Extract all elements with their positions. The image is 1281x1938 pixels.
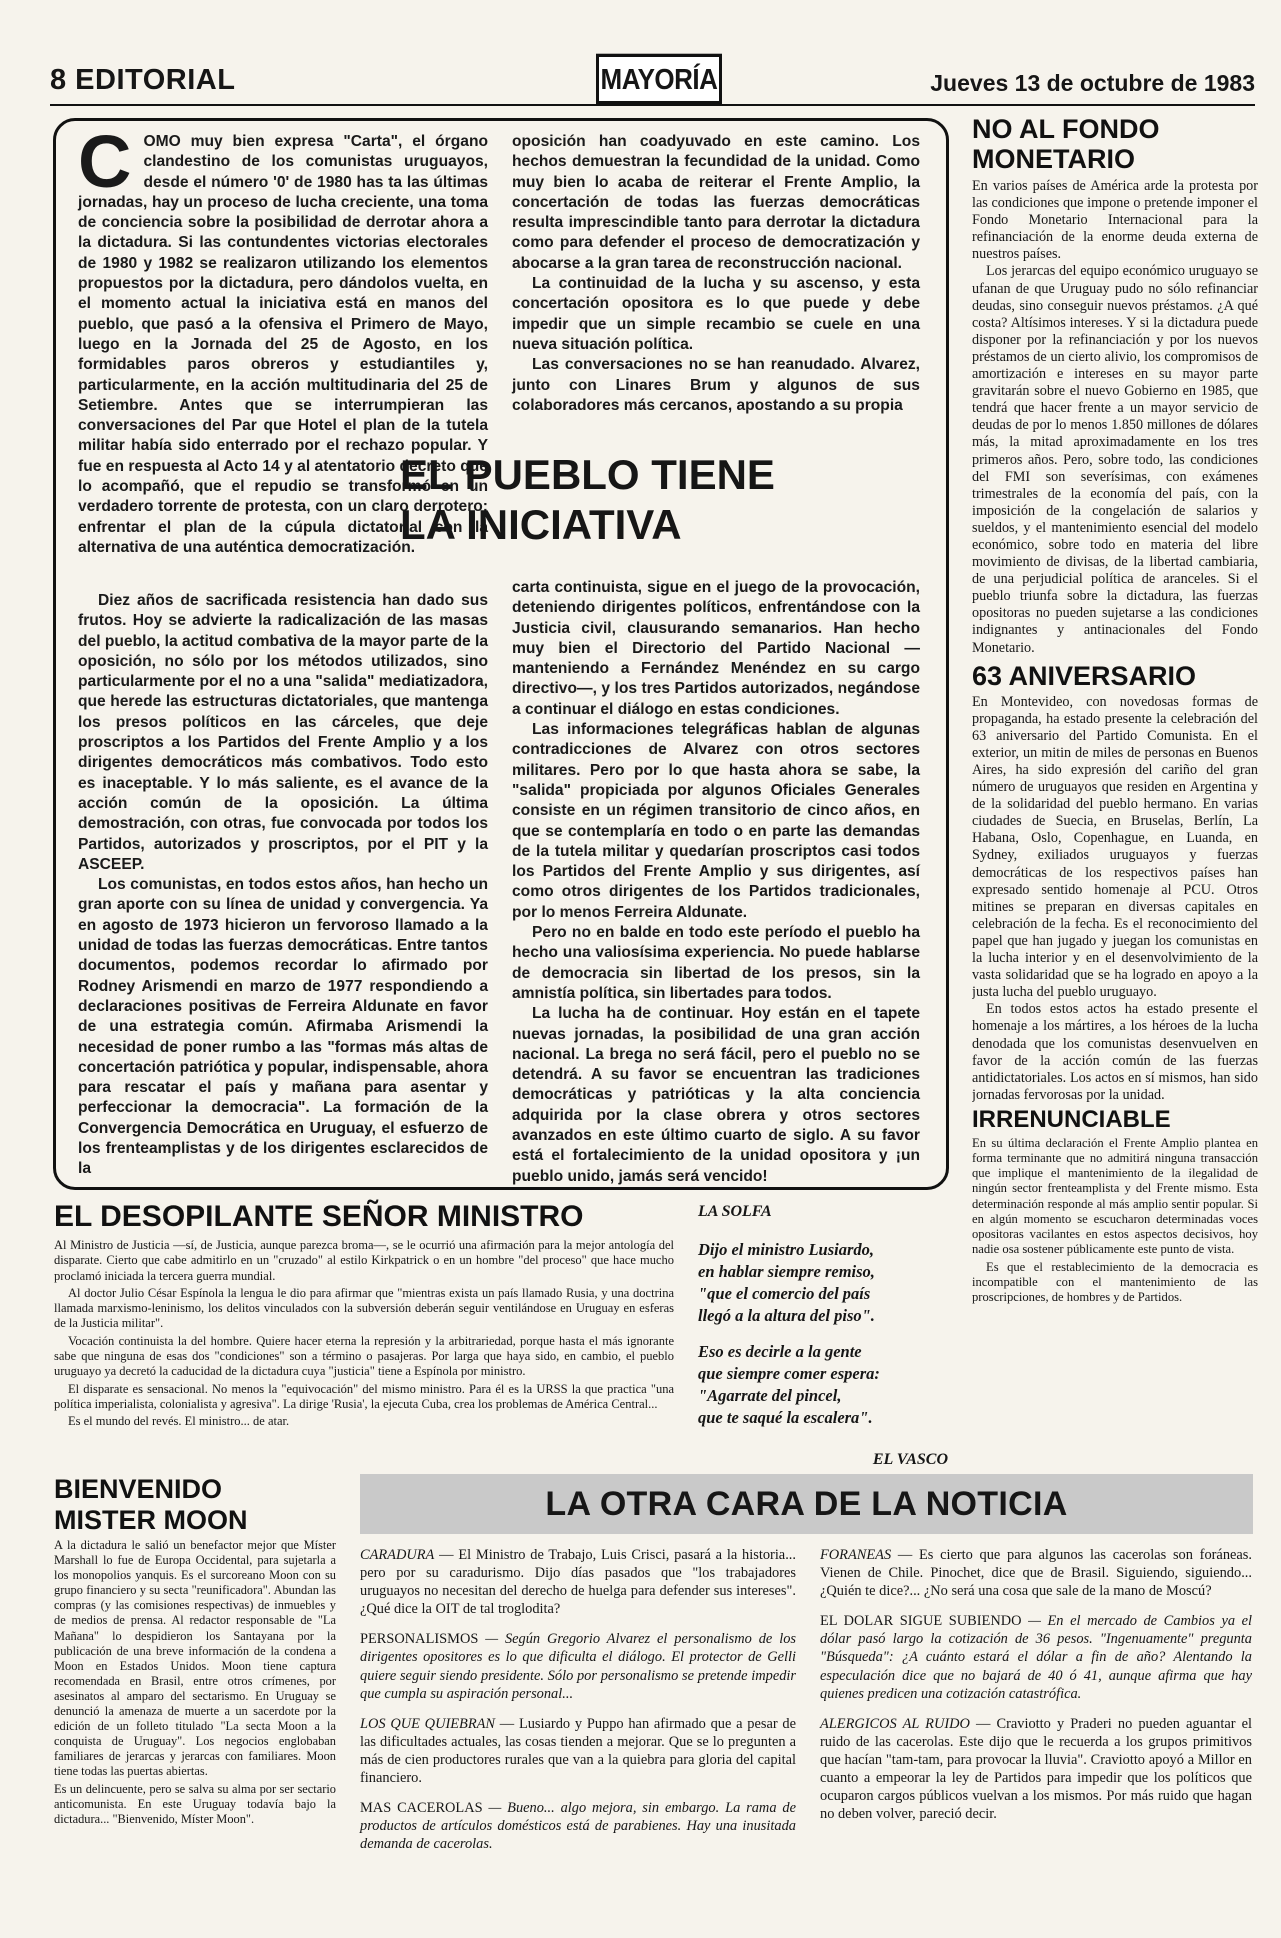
editorial-paragraph-10: La lucha ha de continuar. Hoy están en el tapete nuevas jornadas, la posibilidad de una gran acción nacional. La brega no será fácil, pero el pueblo no se detendrá. A su favor se encuentran las tradiciones democráticas y patrióticas y la alta conciencia adquirida por la clase obrera y otros sectores avanzados en este último cuarto de siglo. A su favor está el fortalecimiento de la unidad opositora y ¡un pueblo unido, jamás será vencido! xyxy=(512,1005,920,1185)
news-item-lead: LOS QUE QUIEBRAN xyxy=(360,1715,496,1732)
editorial-col2-bottom xyxy=(512,578,920,1187)
solfa-signature: EL VASCO xyxy=(872,1451,948,1468)
aniversario-paragraph-2: En todos estos actos ha estado presente el homenaje a los mártires, a los héroes de la lucha denodada que los comunistas desenvuelven en favor de la acción común de las fuerzas antidictatoriales. Los actos en sí mismos, han sido jornadas fervorosas por la unidad. xyxy=(972,1001,1258,1103)
news-item-body: — En el mercado de Cambios ya el dólar pasó largo la cotización de 36 pesos. "Ingenuamente" pregunta "Búsqueda": ¿A cuánto estará el dólar a fin de año? Alentando la especulación dice que no bajará de 40 ó 41, aunque afirma que hay quienes predicen una cotización catastrófica. xyxy=(820,1613,1253,1702)
solfa-line: que te saqué la escalera". xyxy=(698,1408,873,1427)
news-item-dolar xyxy=(820,1612,1252,1702)
solfa-line: Eso es decirle a la gente xyxy=(698,1342,862,1361)
editorial-paragraph-2: Diez años de sacrificada resistencia han dado sus frutos. Hoy se advierte la radicalización de las masas del pueblo, la actitud combativa de la mayor parte de la oposición, no sólo por los métodos utilizados, sino particularmente por el no a una "salida" mediatizadora, que herede las estructuras dictatoriales, que mantenga los presos políticos en las cárceles, que deje proscriptos a los Partidos del Frente Amplio y a los dirigentes democráticos más combativos. Todo esto es inaceptable. Y lo más saliente, es el avance de la acción común de la oposición. La última demostración, con otras, fue convocada por todos los Partidos, autorizados y proscriptos, por el PIT y la ASCEEP. xyxy=(78,592,488,873)
solfa-stanza-1 xyxy=(698,1239,948,1327)
irrenunciable-paragraph-2: Es que el restablecimiento de la democracia es incompatible con el mantenimiento de las proscripciones, de hombres y de Partidos. xyxy=(972,1259,1258,1304)
article-body-desopilante xyxy=(54,1238,674,1432)
news-item-body: — Según Gregorio Alvarez el personalismo de los dirigentes opositores es lo que dificulta el diálogo. El protector de Gelli quiere seguir siendo presidente. Sólo por personalismo se pretende impedir que cumpla su aspiración personal... xyxy=(360,1631,796,1702)
solfa-stanza-2 xyxy=(698,1341,948,1429)
desopilante-paragraph-4: El disparate es sensacional. No menos la "equivocación" del mismo ministro. Para él es la URSS la que practica "una política imperialista, colonialista y agresiva". La dirige 'Rusia', la ejecuta Cuba, crea los problemas de América Central... xyxy=(54,1381,674,1411)
article-heading-desopilante: EL DESOPILANTE SEÑOR MINISTRO xyxy=(54,1200,584,1233)
news-item-foraneas xyxy=(820,1546,1252,1600)
moon-paragraph-2: Es un delincuente, pero se salva su alma por ser sectario anticomunista. En este Uruguay todavía bajo la dictadura... "Bienvenido, Míster Moon". xyxy=(54,1781,336,1826)
news-item-body: — Lusiardo y Puppo han afirmado que a pesar de las dificultades actuales, las cosas tienden a mejorar. Que se lo pregunten a más de cien productores rurales que van a la quiebra para gloria del capital financiero. xyxy=(360,1715,796,1787)
article-body-moon xyxy=(54,1538,336,1829)
news-item-lead: ALERGICOS AL RUIDO xyxy=(820,1715,970,1732)
editorial-paragraph-9: Pero no en balde en todo este período el pueblo ha hecho una valiosísima experiencia. No puede hablarse de democracia sin libertad de los presos, sin la amnistía política, sin libertades para todos. xyxy=(512,924,920,1002)
solfa-line: en hablar siempre remiso, xyxy=(698,1262,875,1281)
editorial-title-line-1: EL PUEBLO TIENE xyxy=(400,451,775,498)
news-item-los-que-quiebran xyxy=(360,1715,796,1787)
editorial-dropcap: C xyxy=(78,120,132,203)
header-rule xyxy=(50,104,1255,106)
aniversario-paragraph-1: En Montevideo, con novedosas formas de propaganda, ha estado presente la celebración del 63 aniversario del Partido Comunista. En el exterior, un mitin de miles de personas en Buenos Aires, ha sido expresión del cariño del gran número de uruguayos que residen en Argentina y de la solidaridad del pueblo hermano. En varias ciudades de Suecia, en Bruselas, Berlín, La Habana, Oslo, Copenhague, en Luanda, en Sydney, exiliados uruguayos y fuerzas democráticas de los respectivos países han expresado sentido homenaje al PCU. Otros mitines se preparan en diversas capitales en celebración de la fecha. Es el reconocimiento del papel que han jugado y juegan los comunistas en la lucha interior y en el desenvolvimiento de la vasta solidaridad que se ha logrado en apoyo a la justa lucha del pueblo uruguayo. xyxy=(972,693,1258,1001)
news-item-alergicos xyxy=(820,1715,1252,1824)
news-item-lead: FORANEAS xyxy=(820,1547,892,1563)
news-item-lead: MAS CACEROLAS xyxy=(360,1800,483,1817)
news-item-mas-cacerolas xyxy=(360,1799,796,1853)
solfa-label: LA SOLFA xyxy=(698,1203,772,1220)
news-item-lead: PERSONALISMOS xyxy=(360,1631,479,1648)
solfa-line: Dijo el ministro Lusiardo, xyxy=(698,1240,875,1259)
fmi-paragraph-1: En varios países de América arde la protesta por las condiciones que impone o pretende imponer el Fondo Monetario Internacional para la refinanciación de la enorme deuda externa de nuestros países. xyxy=(972,178,1258,263)
section-banner-otra-cara: LA OTRA CARA DE LA NOTICIA xyxy=(360,1474,1253,1534)
issue-date: Jueves 13 de octubre de 1983 xyxy=(930,70,1255,96)
solfa-line: llegó a la altura del piso". xyxy=(698,1306,875,1325)
news-item-body: — Es cierto que para algunos las cacerolas son foráneas. Vienen de Chile. Pinochet, dice que de Brasil. Siguiendo, siguiendo... ¿Quién te dice?... ¿No será una cosa que sale de la mano de Moscú? xyxy=(820,1547,1252,1600)
editorial-paragraph-7: carta continuista, sigue en el juego de la provocación, deteniendo dirigentes políticos, enfrentándose con la Justicia civil, clausurando semanarios. Han hecho muy bien el Directorio del Partido Nacional —manteniendo a Fernández Menéndez en su cargo directivo—, y los tres Partidos autorizados, negándose a continuar el diálogo en estas condiciones. xyxy=(512,579,920,718)
moon-paragraph-1: A la dictadura le salió un benefactor mejor que Míster Marshall lo fue de Europa Occidental, para sujetarla a los monopolios yanquis. Es el surcoreano Moon con su grupo financiero y su secta "reunificadora". Abundan las compras (y las comisiones respectivas) de inmuebles y de medios de prensa. Al redactor responsable de "La Mañana" lo despidieron los Santayana por la publicación de una breve información de la condena a Moon en Estados Unidos. Moon tiene captura recomendada en Brasil, entre otros crímenes, por asesinatos al amparo del sectarismo. En Uruguay se denunció la amenaza de muerte a un sacerdote por la edición de un folleto titulado "La secta Moon a la conquista de Uruguay". Los negocios englobaban familiares de jerarcas y jerarcas con familiares. Moon tiene todas las puertas abiertas. xyxy=(54,1538,336,1779)
editorial-title xyxy=(400,450,920,550)
solfa-line: "que el comercio del país xyxy=(698,1284,871,1303)
news-item-caradura xyxy=(360,1546,796,1618)
editorial-col2-top xyxy=(512,132,920,416)
editorial-paragraph-3: Los comunistas, en todos estos años, han hecho un gran aporte con su línea de unidad y convergencia. Ya en agosto de 1973 hicieron un fervoroso llamado a la unidad de todas las fuerzas democráticas. Entre tantos documentos, podemos recordar lo afirmado por Rodney Arismendi en marzo de 1977 respondiendo a declaraciones positivas de Ferreira Aldunate en favor de una estrategia común. Afirmaba Arismendi la necesidad de poner rumbo a las "formas más altas de concertación patriótica y popular, indispensable, ahora para rescatar el país y mañana para asentar y perfeccionar la democracia". La formación de la Convergencia Democrática en Uruguay, el esfuerzo de los frenteamplistas y de los dirigentes esclarecidos de la xyxy=(78,876,488,1178)
newspaper-logo: MAYORÍA xyxy=(596,54,722,105)
fmi-paragraph-2: Los jerarcas del equipo económico uruguayo se ufanan de que Uruguay pudo no sólo refinanciar deudas, sino conseguir nuevos préstamos. ¿A qué costa? Altísimos intereses. Y si la dictadura puede disponer por la refinanciación y por los nuevos préstamos de un cierto alivio, los compromisos de amortización e intereses en su mayor parte gravitarán sobre el nuevo Gobierno en 1985, que tendrá que hacer frente a un mayor servicio de deudas de por lo menos 1.850 millones de dólares más, la mitad aproximadamente en los tres primeros años. Pero, sobre todo, las condiciones del FMI son severísimas, con exámenes trimestrales de la economía del país, con la imposición de la congelación de salarios y sueldos, y el mantenimiento esencial del modelo económico, sobre todo en materia del libre movimiento de divisas, de la libertad cambiaria, de una perjudicial política de aranceles. Si el pueblo triunfa sobre la dictadura, las fuerzas opositoras no pueden sujetarse a las condiciones indignantes y antinacionales del Fondo Monetario. xyxy=(972,263,1258,656)
moon-title-line-1: BIENVENIDO xyxy=(54,1474,223,1504)
article-heading-fmi: NO AL FONDO MONETARIO xyxy=(972,114,1160,174)
editorial-title-line-2: LA INICIATIVA xyxy=(400,501,682,548)
news-item-body: — Craviotto y Praderi no pueden aguantar el ruido de las cacerolas. Este dijo que le recuerda a los grupos primitivos que hacían "tam-tam, para provocar la lluvia". Craviotto apoyó a Millor en cuanto a empeorar la ley de Partidos para impedir que los políticos que ocuparon cargos públicos vuelvan a los mismos. Por más ruido que hagan no deben volver, pareció decir. xyxy=(820,1715,1252,1823)
desopilante-paragraph-1: Al Ministro de Justicia —sí, de Justicia, aunque parezca broma—, se le ocurrió una afirmación para la mejor antología del disparate. Cierto que cabe admitirlo en un "cruzado" al estilo Kirkpatrick o en un hombre "del proceso" que hace mucho proclamó iniciada la tercera guerra mundial. xyxy=(54,1238,674,1283)
solfa-line: que siempre comer espera: xyxy=(698,1364,880,1383)
desopilante-paragraph-3: Vocación continuista la del hombre. Quiere hacer eterna la represión y la arbitrariedad, porque hasta el más ignorante sabe que ninguna de esas dos "condiciones" son a término o pasajeras. Por larga que haya sido, en cambio, el pueblo uruguayo ya decretó la caducidad de la dictadura cuya "justicia" tiene a Espínola por ministro. xyxy=(54,1333,674,1379)
desopilante-paragraph-5: Es el mundo del revés. El ministro... de atar. xyxy=(68,1414,290,1429)
article-body-fmi xyxy=(972,178,1258,657)
solfa-column xyxy=(698,1203,948,1469)
editorial-paragraph-6: Las conversaciones no se han reanudado. Alvarez, junto con Linares Brum y algunos de sus colaboradores más cercanos, apostando a su propia xyxy=(512,356,920,414)
otra-cara-right-column xyxy=(820,1546,1252,1835)
news-item-body: — Bueno... algo mejora, sin embargo. La rama de productos de artículos domésticos está de parabienes. Hay una inusitada demanda de cacerolas. xyxy=(360,1800,796,1853)
editorial-paragraph-8: Las informaciones telegráficas hablan de algunas contradicciones de Alvarez con otros sectores militares. Pero por lo que hasta ahora se sabe, la "salida" propiciada por algunos Oficiales Generales consiste en un régimen transitorio de cinco años, en que se contemplaría en todo o en parte las demandas de la tutela militar y quedarían proscriptos casi todos los Partidos del Frente Amplio y sus dirigentes, así como otros dirigentes de los Partidos tradicionales, por lo menos Ferreira Aldunate. xyxy=(512,721,920,921)
article-heading-aniversario: 63 ANIVERSARIO xyxy=(972,660,1197,691)
news-item-personalismos xyxy=(360,1630,796,1702)
news-item-lead: CARADURA xyxy=(360,1547,435,1563)
news-item-body: — El Ministro de Trabajo, Luis Crisci, pasará a la historia... pero por su caradurismo. Dijo días pasados que "los trabajadores uruguayos no necesitan del derecho de huelga para defender sus intereses". ¿Qué dice la OIT de tal troglodita? xyxy=(360,1547,796,1618)
right-column xyxy=(972,114,1258,1472)
moon-title-line-2: MISTER MOON xyxy=(54,1505,248,1535)
news-item-lead: EL DOLAR SIGUE SUBIENDO xyxy=(820,1613,1022,1630)
irrenunciable-paragraph-1: En su última declaración el Frente Amplio plantea en forma terminante que no admitirá ninguna transacción que implique el mantenimiento de la ilegalidad de ningún sector frenteamplista y del Frente mismo. Esta determinación responde al más amplio sentir popular. Si en algún momento se escucharon determinadas voces opositoras vacilantes en estos aspectos decisivos, hoy nadie osa sostener públicamente este punto de vista. xyxy=(972,1135,1258,1257)
editorial-paragraph-5: La continuidad de la lucha y su ascenso, y esta concertación opositora es lo que puede y debe impedir que un simple recambio se cuele en una nueva situación política. xyxy=(512,275,920,353)
desopilante-paragraph-2: Al doctor Julio César Espínola la lengua le dio para afirmar que "mientras exista un país llamado Rusia, y una doctrina llamada marxismo-leninismo, los delitos vinculados con la subversión deberán seguir ventilándose en Uruguay en esferas de la Justicia militar". xyxy=(54,1285,674,1331)
article-heading-moon xyxy=(54,1474,344,1536)
editorial-paragraph-4: oposición han coadyuvado en este camino. Los hechos demuestran la fecundidad de la unidad. Como muy bien lo acaba de reiterar el Frente Amplio, la concertación de todas las fuerzas democráticas resulta imprescindible tanto para derrotar la dictadura como para defender el proceso de democratización y abocarse a la gran tarea de reconstrucción nacional. xyxy=(512,133,920,272)
article-heading-irrenunciable: IRRENUNCIABLE xyxy=(972,1105,1171,1133)
article-body-irrenunciable xyxy=(972,1136,1258,1305)
solfa-line: "Agarrate del pincel, xyxy=(698,1386,842,1405)
page-section-header: 8 EDITORIAL xyxy=(50,64,236,96)
editorial-paragraph-1: OMO muy bien expresa "Carta", el órgano clandestino de los comunistas uruguayos, desde el número '0' de 1980 has ta las últimas jornadas, hay un proceso de lucha creciente, una toma de conciencia sobre la posibilidad de derrotar ahora a la dictadura. Si las contundentes victorias electorales de 1980 y 1982 se realizaron utilizando los elementos propuestos por la dictadura, pero dándolos vuelta, en el momento actual la iniciativa está en manos del pueblo, que pasó a la ofensiva el Primero de Mayo, luego en la Jornada del 25 de Agosto, en los formidables paros obreros y estudiantiles y, particularmente, en la acción multitudinaria del 25 de Setiembre. Antes que se interrumpieran las conversaciones del Par que Hotel el plan de la tutela militar había sido enterrado por el rechazo popular. Y fue en respuesta al Acto 14 y al atentatorio decreto que lo acompañó, que el repudio se transformó en un verdadero torrente de protesta, con un claro derrotero: enfrentar el plan de la cúpula dictatorial con la alternativa de una auténtica democratización. xyxy=(78,133,488,556)
article-body-aniversario xyxy=(972,694,1258,1104)
editorial-col1-bottom xyxy=(78,591,488,1180)
otra-cara-left-column xyxy=(360,1546,796,1865)
